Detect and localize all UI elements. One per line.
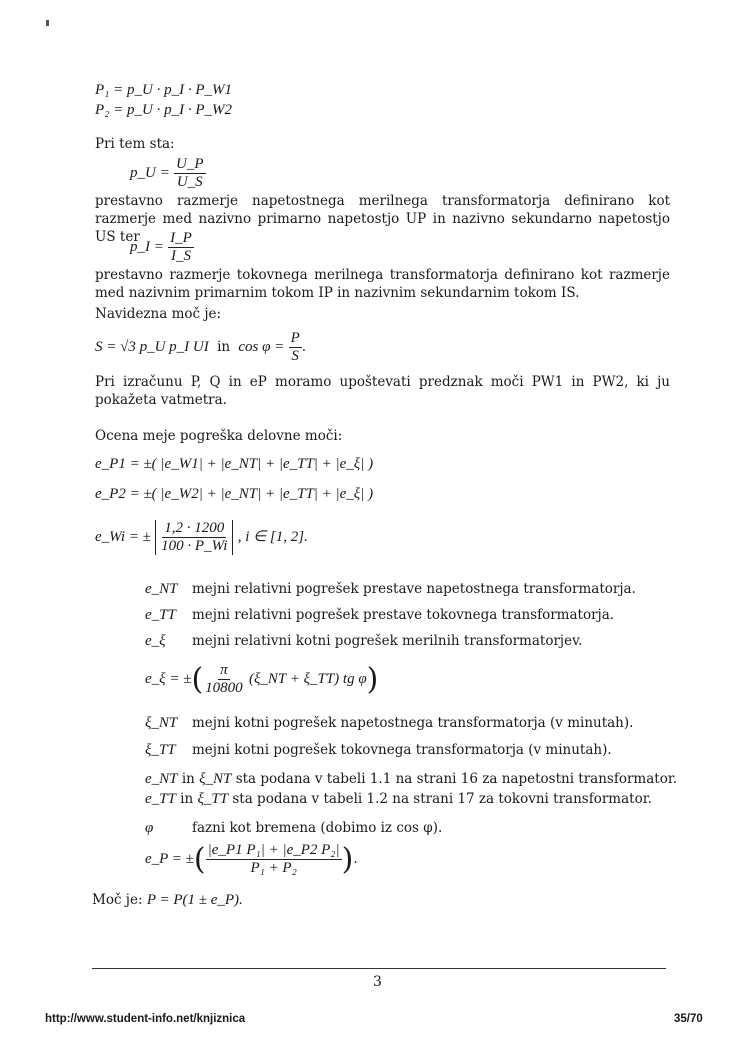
exi-num: π bbox=[220, 662, 228, 678]
ewi-fraction bbox=[159, 520, 229, 555]
pi-num: I_P bbox=[170, 230, 192, 246]
s-lhs: S = √3 p_U p_I UI bbox=[95, 339, 209, 355]
def-text-xitt: mejni kotni pogrešek tokovnega transformatorja (v minutah). bbox=[192, 742, 612, 758]
footer-rule bbox=[92, 968, 666, 969]
def-symbol-xint: ξ_NT bbox=[145, 715, 178, 731]
moc-formula: P = P(1 ± e_P). bbox=[146, 892, 243, 908]
paragraph-pi: prestavno razmerje tokovnega merilnega transformatorja definirano kot razmerje med nazivnim primarnim tokom IP in nazivnim sekundarnim tokom IS. bbox=[95, 267, 670, 301]
def-text-xint: mejni kotni pogrešek napetostnega transformatorja (v minutah). bbox=[192, 715, 634, 731]
ep-den: P₁ + P₂ bbox=[250, 860, 297, 876]
moc-label: Moč je: bbox=[92, 892, 143, 908]
s-in: in bbox=[217, 339, 231, 355]
def-symbol-xitt: ξ_TT bbox=[145, 742, 176, 758]
s-den: S bbox=[291, 348, 299, 364]
def-symbol-ent: e_NT bbox=[145, 581, 178, 597]
pi-den: I_S bbox=[171, 248, 191, 264]
ep-lhs: e_P = ± bbox=[145, 851, 194, 867]
ref-symbol-ett: e_TT bbox=[145, 791, 176, 807]
scan-speck bbox=[46, 20, 49, 26]
exi-rhs: (ξ_NT + ξ_TT) tg φ bbox=[248, 671, 367, 687]
exi-fraction bbox=[203, 662, 245, 697]
ewi-num: 1,2 · 1200 bbox=[164, 520, 225, 536]
pi-fraction bbox=[168, 230, 194, 265]
formula-pi bbox=[130, 230, 194, 265]
formula-ep1: e_P1 = ±( |e_W1| + |e_NT| + |e_TT| + |e_ξ| ) bbox=[95, 456, 374, 472]
ref-text: sta podana v tabeli 1.2 na strani 17 za tokovni transformator. bbox=[232, 791, 652, 807]
formula-p2: P₂ = p_U · p_I · P_W2 bbox=[95, 102, 232, 118]
formula-ewi bbox=[95, 520, 308, 555]
pri-tem-sta: Pri tem sta: bbox=[95, 136, 175, 152]
exi-den: 10800 bbox=[205, 680, 243, 696]
pi-lhs: p_I = bbox=[130, 239, 164, 255]
ep-fraction bbox=[206, 842, 342, 877]
s-num: P bbox=[290, 330, 300, 346]
formula-ep: e_P = ±( $\frac{\text{|e\_P1 P₁| + |e\_P2 P₂|}}{\text{P₁ + P₂}}$ ). bbox=[145, 842, 358, 877]
def-symbol-phi: φ bbox=[145, 820, 154, 836]
paragraph-izracun: Pri izračunu P, Q in eP moramo upoštevati predznak moči PW1 in PW2, ki ju pokažeta vatmetra. bbox=[95, 374, 670, 408]
ewi-rhs: , i ∈ [1, 2]. bbox=[237, 529, 308, 545]
ref-text: sta podana v tabeli 1.1 na strani 16 za napetostni transformator. bbox=[235, 771, 678, 787]
ep-rhs: . bbox=[353, 851, 358, 867]
formula-pu bbox=[130, 156, 206, 191]
def-symbol-ett: e_TT bbox=[145, 607, 176, 623]
formula-s: S = √3 p_U p_I UI in cos φ = $\frac{P}{S}$ . bbox=[95, 330, 307, 364]
footer-page-count: 35/70 bbox=[674, 1013, 703, 1025]
paragraph-pu: prestavno razmerje napetostnega merilnega transformatorja definirano kot razmerje med nazivno primarno napetostjo UP in nazivno sekundarno napetostjo US ter bbox=[95, 193, 670, 245]
def-symbol-exi: e_ξ bbox=[145, 633, 166, 649]
formula-exi: e_ξ = ±( $\frac{\pi}{10800}$ (ξ_NT + ξ_TT) tg φ) bbox=[145, 662, 379, 697]
def-text-ent: mejni relativni pogrešek prestave napetostnega transformatorja. bbox=[192, 581, 636, 597]
formula-p1: P₁ = p_U · p_I · P_W1 bbox=[95, 82, 232, 98]
ocena-heading: Ocena meje pogreška delovne moči: bbox=[95, 428, 343, 444]
pu-den: U_S bbox=[176, 174, 203, 190]
ewi-den: 100 · P_Wi bbox=[161, 538, 228, 554]
pu-num: U_P bbox=[176, 156, 204, 172]
ref-in: in bbox=[180, 791, 194, 807]
moc-line bbox=[92, 892, 243, 909]
footer-url[interactable]: http://www.student-info.net/knjiznica bbox=[45, 1013, 246, 1025]
pu-fraction bbox=[174, 156, 206, 191]
ref-in: in bbox=[181, 771, 195, 787]
exi-lhs: e_ξ = ± bbox=[145, 671, 192, 687]
formula-ep2: e_P2 = ±( |e_W2| + |e_NT| + |e_TT| + |e_ξ| ) bbox=[95, 486, 374, 502]
s-cos: cos φ = bbox=[238, 339, 285, 355]
navidezna-moc: Navidezna moč je: bbox=[95, 306, 222, 322]
def-text-phi: fazni kot bremena (dobimo iz cos φ). bbox=[192, 820, 443, 836]
pu-lhs: p_U = bbox=[130, 165, 170, 181]
s-fraction bbox=[289, 330, 302, 365]
ref-symbol-xint: ξ_NT bbox=[199, 771, 232, 787]
def-text-ett: mejni relativni pogrešek prestave tokovnega transformatorja. bbox=[192, 607, 615, 623]
page-number: 3 bbox=[373, 974, 382, 990]
table-ref-tt bbox=[145, 791, 652, 808]
ref-symbol-ent: e_NT bbox=[145, 771, 178, 787]
ewi-lhs: e_Wi = ± bbox=[95, 529, 151, 545]
table-ref-nt bbox=[145, 771, 677, 788]
def-text-exi: mejni relativni kotni pogrešek merilnih transformatorjev. bbox=[192, 633, 583, 649]
ep-num: |e_P1 P₁| + |e_P2 P₂| bbox=[207, 842, 340, 858]
ref-symbol-xitt: ξ_TT bbox=[197, 791, 229, 807]
